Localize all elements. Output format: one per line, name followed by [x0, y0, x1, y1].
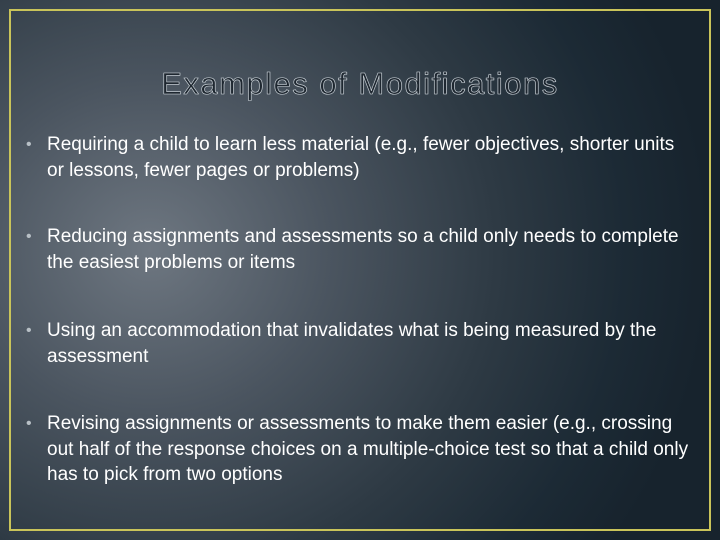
bullet-dot-icon: • — [26, 415, 32, 432]
slide-title: Examples of Modifications — [161, 66, 559, 101]
bullet-text: Requiring a child to learn less material (e.g., fewer objectives, shorter units or lessons, fewer pages or problems) — [47, 134, 675, 181]
bullet-item — [26, 318, 696, 369]
bullet-text: Revising assignments or assessments to make them easier (e.g., crossing out half of the response choices on a multiple-choice test so that a child only has to pick from two options — [47, 413, 689, 485]
bullet-item — [26, 132, 696, 183]
bullet-text: Using an accommodation that invalidates what is being measured by the assessment — [47, 320, 657, 367]
bullet-dot-icon: • — [26, 136, 32, 153]
bullet-list — [26, 132, 696, 529]
bullet-dot-icon: • — [26, 228, 32, 245]
bullet-dot-icon: • — [26, 322, 32, 339]
bullet-item — [26, 411, 696, 488]
bullet-text: Reducing assignments and assessments so a child only needs to complete the easiest problems or items — [47, 226, 679, 273]
bullet-item — [26, 224, 696, 275]
